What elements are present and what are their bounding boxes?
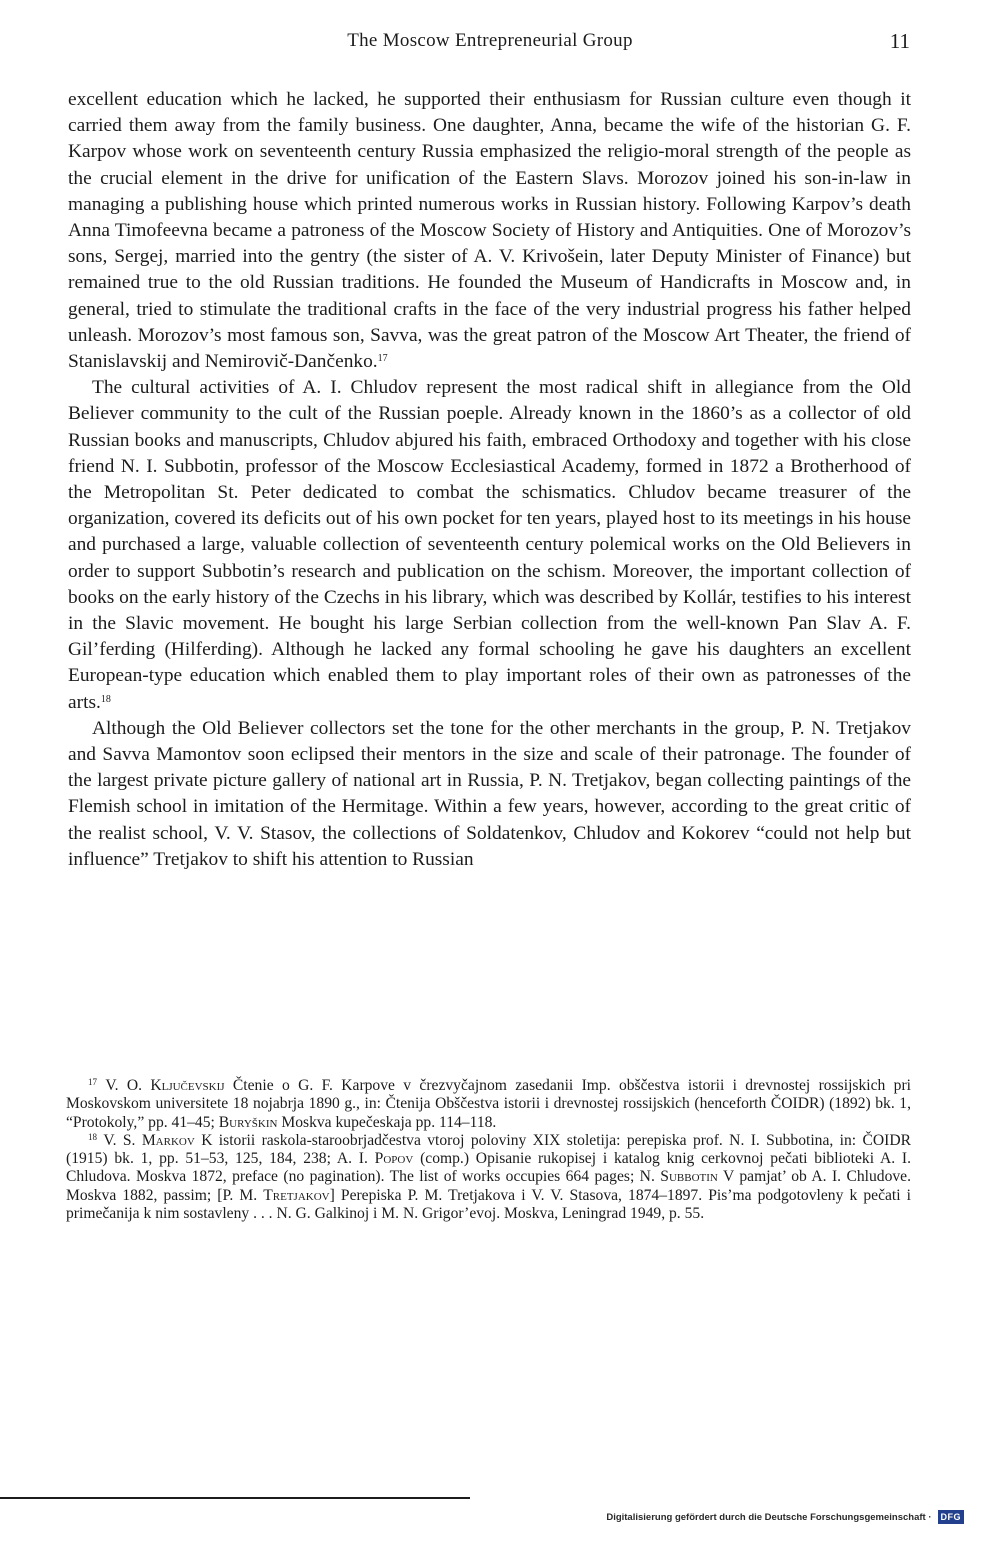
paragraph-2-text: The cultural activities of A. I. Chludov represent the most radical shift in allegiance from the Old Believer community to the cult of the Russian poeple. Already known in the 1860’s as a collector of old Russian books and manuscripts, Chludov abjured his faith, embraced Orthodoxy and together with his close friend N. I. Subbotin, professor of the Moscow Ecclesiastical Academy, formed in 1872 a Brotherhood of the Metropolitan St. Peter dedicated to combat the schismatics. Chludov became treasurer of the organization, covered its deficits out of his own pocket for ten years, played host to its meetings in his house and purchased a large, valuable collection of seventeenth century polemical works on the Old Believers in order to support Subbotin’s research and publication on the schism. Moreover, the important collection of books on the early history of the Czechs in his library, which was described by Kollár, testifies to his interest in the Slavic movement. He bought his large Serbian collection from the well-known Pan Slav A. F. Gil’ferding (Hilferding). Although he lacked any formal schooling he gave his daughters an excellent European-type education which enabled them to play important roles of their own as patronesses of the arts. [68,377,911,713]
running-head [70,30,910,60]
footnote-17-text-a: Čtenie o G. F. Karpove v črezvyčajnom zasedanii Imp. obščestva istorii i drevnostej rossijskich pri Moskovskom universitete 18 nojabrja 1890 g., in: Čtenija Obščestva istorii i drevnostej rossijskich (henceforth ČOIDR) (1892) bk. 1, “Protokoly,” pp. 41–45; [66,1077,911,1131]
body-text [68,87,911,873]
footnote-17-text-b: Moskva kupečeskaja pp. 114–118. [281,1113,497,1131]
footnote-17-author-2: Buryškin [218,1113,278,1131]
dfg-credit [606,1509,964,1525]
footnote-17 [66,1077,911,1132]
footnote-17-author: V. O. Ključevskij [105,1077,225,1094]
footnotes [66,1077,911,1223]
footnote-18-marker: 18 [88,1131,97,1142]
footnote-18-author-2: Popov [374,1150,414,1168]
dfg-credit-text: Digitalisierung gefördert durch die Deutsche Forschungsgemeinschaft · [606,1511,932,1523]
dfg-logo: DFG [938,1510,965,1524]
footer-rule [0,1497,470,1499]
footnote-ref-18: 18 [100,693,111,705]
footnote-ref-17: 17 [377,353,388,365]
footnote-18-text-d: ] Perepiska P. M. Tretjakova i V. V. Stasova, 1874–1897. Pis’ma podgotovleny k pečati i primečanija k nim sostavleny . . . N. G. Galkinoj i M. N. Grigor’evoj. Moskva, Leningrad 1949, p. 55. [66,1186,911,1223]
footnote-18-author-4: Tretjakov [263,1186,330,1204]
footnote-18-text-b: (comp.) Opisanie rukopisej i katalog knig cerkovnoj pečati biblioteki A. I. Chludova. Moskva 1872, preface (no pagination). The list of works occupies 664 pages; N. [66,1150,912,1186]
paragraph-3 [68,716,911,873]
paragraph-3-text: Although the Old Believer collectors set the tone for the other merchants in the group, P. N. Tretjakov and Savva Mamontov soon eclipsed their mentors in the size and scale of their patronage. The founder of the largest private picture gallery of national art in Russia, P. N. Tretjakov, began collecting paintings of the Flemish school in imitation of the Hermitage. Within a few years, however, according to the great critic of the realist school, V. V. Stasov, the collections of Soldatenkov, Chludov and Kokorev “could not help but influence” Tretjakov to shift his attention to Russian [68,717,911,870]
page-number: 11 [889,29,910,53]
footnote-17-marker: 17 [88,1077,97,1087]
footnote-18-author: V. S. Markov [103,1131,195,1149]
footnote-18-text-c: V pamjat’ ob A. I. Chludove. Moskva 1882, passim; [P. M. [66,1168,912,1204]
paragraph-1-text: excellent education which he lacked, he supported their enthusiasm for Russian culture even though it carried them away from the family business. One daughter, Anna, became the wife of the historian G. F. Karpov whose work on seventeenth century Russia emphasized the religio-moral strength of the people as the crucial element in the drive for unification of the Eastern Slavs. Morozov joined his son-in-law in managing a publishing house which printed numerous works in Russian history. Following Karpov’s death Anna Timofeevna became a patroness of the Moscow Society of History and Antiquities. One of Morozov’s sons, Sergej, married into the gentry (the sister of A. V. Krivošein, later Deputy Minister of Finance) but remained true to the old Russian traditions. He founded the Museum of Handicrafts in Moscow and, in general, tried to stimulate the traditional crafts in the face of the very industrial progress his father helped unleash. Morozov’s most famous son, Savva, was the great patron of the Moscow Art Theater, the friend of Stanislavskij and Nemirovič-Dančenko. [68,89,911,373]
footnote-18-text-a: K istorii raskola-staroobrjadčestva vtoroj poloviny XIX stoletija: perepiska prof. N. I. Subbotina, in: ČOIDR (1915) bk. 1, pp. 51–53, 125, 184, 238; A. I. [66,1131,912,1168]
paragraph-1 [68,87,911,375]
running-title: The Moscow Entrepreneurial Group [347,30,633,51]
footnote-18-author-3: Subbotin [660,1168,718,1186]
paragraph-2 [68,375,911,716]
footnote-18 [66,1132,911,1223]
